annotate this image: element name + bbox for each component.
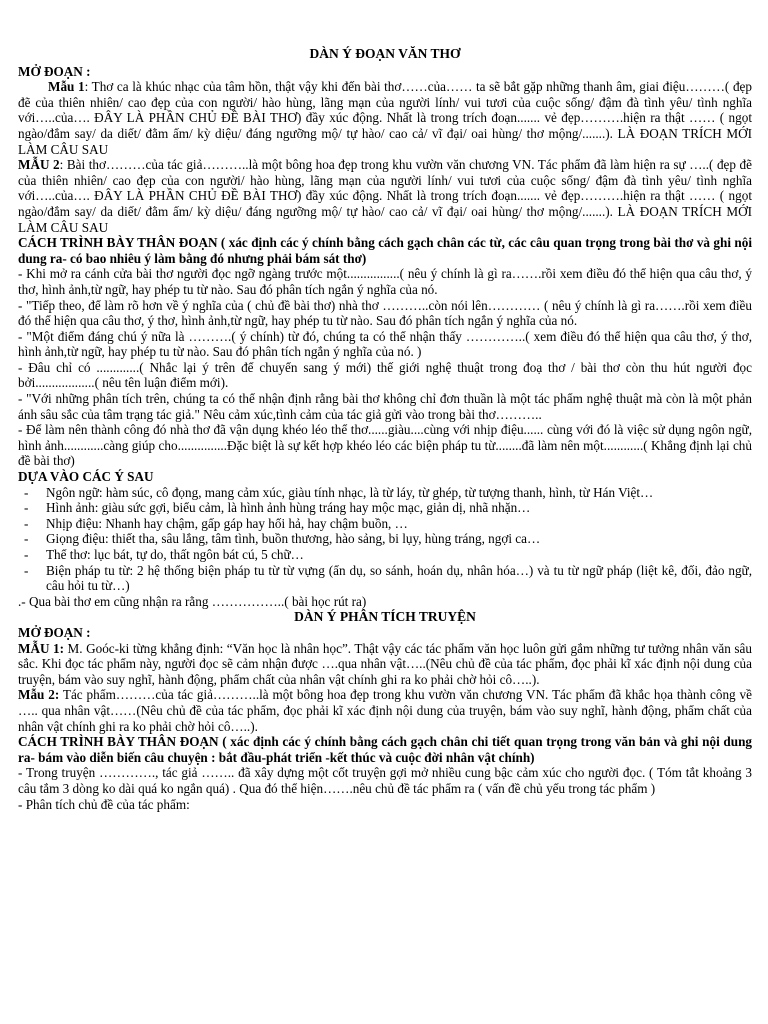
poetry-sample-2-label: MẪU 2 [18, 157, 60, 173]
poetry-body-point-2: - "Tiếp theo, để làm rõ hơn về ý nghĩa của ( chủ đề bài thơ) nhà thơ ………..còn nói lên………… ( nêu ý chính là gì ra…….rồi xem điều đó thể hiện qua câu thơ, ý thơ, hình ảnh,từ ngữ, hay phép tu từ nào. Sau đó phân tích ngắn ý nghĩa của nó. [18, 297, 752, 329]
poetry-sample-2 [18, 157, 752, 235]
poetry-body-heading: CÁCH TRÌNH BÀY THÂN ĐOẠN ( xác định các ý chính bằng cách gạch chân các từ, các câu quan trọng trong bài thơ và ghi nội dung ra- có bao nhiêu ý làm bằng đó nhưng phải bám sát thơ) [18, 235, 752, 266]
story-outline-title: DÀN Ý PHÂN TÍCH TRUYỆN [294, 609, 476, 625]
poetry-sample-1-label: Mẫu 1 [48, 79, 85, 95]
list-item: - Nhịp điệu: Nhanh hay chậm, gấp gáp hay hối hả, hay chậm buồn, … [18, 516, 752, 532]
poetry-sample-1 [18, 79, 752, 157]
poetry-sample-2-text: : Bài thơ………của tác giả………..là một bông hoa đẹp trong khu vườn văn chương VN. Tác phẩm đã làm hiện ra sự …..( đẹp đẽ của thiên nhiên/ cao đẹp của con người/ hào hùng, lãng mạn của người lính/ vui tươi của cuộc sống/ đậm đà tình yêu/ tình nghĩa với…..của…. ĐÂY LÀ PHẦN CHỦ ĐỀ BÀI THƠ) đầy xúc động. Nhất là trong trích đoạn....... vẻ đẹp……….hiện ra thật …… ( ngọt ngào/đắm say/ da diết/ đằm ấm/ kỳ diệu/ đáng ngưỡng mộ/ tự hào/ cao cả/ vĩ đại/ oai hùng/ thơ mộng/.......). LÀ ĐOẠN TRÍCH MỚI LÀM CÂU SAU [18, 157, 752, 235]
poetry-criteria-list [18, 485, 752, 594]
story-sample-2-text: Tác phẩm………của tác giả………..là một bông hoa đẹp trong khu vườn văn chương VN. Tác phẩm đã khắc họa thành công về ….. qua nhân vật……(Nêu chủ đề của tác phẩm, đọc phải kĩ xác định nội dung của truyện, bám vào suy nghĩ, hành động, phẩm chất của nhân vật chính ghi ra ko phải chờ hỏi cô…..). [18, 687, 752, 734]
story-sample-1-text: M. Goóc-ki từng khẳng định: “Văn học là nhân học”. Thật vậy các tác phẩm văn học luôn gửi gắm những tư tưởng nhân văn sâu sắc. Khi đọc tác phẩm này, người đọc sẽ cảm nhận được ….qua nhân vật…..(Nêu chủ đề của tác phẩm, đọc phải kĩ xác định nội dung của truyện, bám vào suy nghĩ, hành động, phẩm chất của nhân vật chính ghi ra ko phải chờ hỏi cô…..). [18, 640, 752, 687]
poetry-body-point-5: - "Với những phân tích trên, chúng ta có thể nhận định rằng bài thơ không chỉ đơn thuần là một tác phẩm nghệ thuật mà còn là một phản ánh sâu sắc của tâm trạng tác giả." Nêu cảm xúc,tình cảm của tác giả gửi vào trong bài thơ……….. [18, 391, 752, 422]
story-body-point-1: - Trong truyện …………., tác giả …….. đã xây dựng một cốt truyện gợi mở nhiều cung bậc cảm xúc cho người đọc. ( Tóm tắt khoảng 3 câu tắm 3 dòng ko dài quá ko ngắn quá) . Qua đó thể hiện…….nêu chủ đề tác phẩm ra ( vấn đề chủ yếu trong tác phẩm ) [18, 765, 752, 796]
list-item: - Biện pháp tu từ: 2 hệ thống biện pháp tu từ từ vựng (ẩn dụ, so sánh, hoán dụ, nhân hóa…) và tu từ ngữ pháp (liệt kê, đối, đảo ngữ, câu hỏi tu từ…) [18, 563, 752, 594]
story-intro-heading: MỞ ĐOẠN : [18, 624, 91, 640]
poetry-body-point-6: - Để làm nên thành công đó nhà thơ đã vận dụng khéo léo thể thơ......giàu....cùng với nhịp điệu...... cùng với đó là việc sử dụng ngôn ngữ, hình ảnh............càng giúp cho...............Đặc biệt là sự kết hợp khéo léo các biện pháp tu từ........đã làm nên một............( Khẳng định lại chủ đề bài thơ) [18, 422, 752, 469]
poetry-intro-heading: MỞ ĐOẠN : [18, 63, 91, 79]
list-item: - Ngôn ngữ: hàm súc, cô đọng, mang cảm xúc, giàu tính nhạc, là từ láy, từ ghép, từ tượng thanh, hình, từ Hán Việt… [18, 485, 752, 501]
poetry-closing: .- Qua bài thơ em cũng nhận ra rằng ……………..( bài học rút ra) [18, 593, 367, 609]
story-sample-1 [18, 641, 752, 688]
list-item: - Hình ảnh: giàu sức gợi, biểu cảm, là hình ảnh hùng tráng hay mộc mạc, giản dị, nhã nhặn… [18, 500, 752, 516]
list-item: - Thể thơ: lục bát, tự do, thất ngôn bát cú, 5 chữ… [18, 547, 752, 563]
list-item: - Giọng điệu: thiết tha, sâu lắng, tâm tình, buồn thương, hào sảng, bi lụy, hùng tráng, ngợi ca… [18, 531, 752, 547]
poetry-outline-title: DÀN Ý ĐOẠN VĂN THƠ [309, 46, 461, 61]
poetry-based-heading: DỰA VÀO CÁC Ý SAU [18, 469, 154, 485]
poetry-body-point-3: - "Một điểm đáng chú ý nữa là ……….( ý chính) từ đó, chúng ta có thể nhận thấy …………..( xem điều đó thể hiện qua câu thơ, ý thơ, hình ảnh,từ ngữ, hay phép tu từ nào. Sau đó phân tích ngắn ý nghĩa của nó. ) [18, 328, 752, 360]
story-sample-2 [18, 687, 752, 734]
story-sample-1-label: MẪU 1: [18, 640, 65, 656]
poetry-body-point-4: - Đâu chỉ có .............( Nhắc lại ý trên để chuyển sang ý mới) thế giới nghệ thuật trong đoạ thơ / bài thơ còn thu hút người đọc bởi..................( nêu tên luận điểm mới). [18, 359, 752, 391]
story-sample-2-label: Mẫu 2: [18, 687, 60, 703]
poetry-body-point-1: - Khi mở ra cánh cửa bài thơ người đọc ngỡ ngàng trước một................( nêu ý chính là gì ra…….rồi xem điều đó thể hiện qua câu thơ, ý thơ, hình ảnh,từ ngữ, hay phép tu từ nào. Sau đó phân tích ngắn ý nghĩa của nó. [18, 266, 752, 297]
poetry-sample-1-text: : Thơ ca là khúc nhạc của tâm hồn, thật vậy khi đến bài thơ……của…… ta sẽ bắt gặp những thanh âm, giai điệu………( đẹp đẽ của thiên nhiên/ cao đẹp của con người/ hào hùng, lãng mạn của người lính/ vui tươi của cuộc sống/ đậm đà tình yêu/ tình nghĩa với…..của…. ĐÂY LÀ PHẦN CHỦ ĐỀ BÀI THƠ) đầy xúc động. Nhất là trong trích đoạn....... vẻ đẹp……….hiện ra thật …… ( ngọt ngào/đắm say/ da diết/ đằm ấm/ kỳ diệu/ đáng ngưỡng mộ/ tự hào/ cao cả/ vĩ đại/ oai hùng/ thơ mộng/.......). LÀ ĐOẠN TRÍCH MỚI LÀM CÂU SAU [18, 79, 752, 157]
story-body-point-2: - Phân tích chủ đề của tác phẩm: [18, 796, 190, 812]
story-body-heading: CÁCH TRÌNH BÀY THÂN ĐOẠN ( xác định các ý chính bằng cách gạch chân chi tiết quan trọng trong văn bản và ghi nội dung ra- bám vào diễn biến câu chuyện : bắt đầu-phát triển -kết thúc và cuộc đời nhân vật chính) [18, 734, 752, 765]
